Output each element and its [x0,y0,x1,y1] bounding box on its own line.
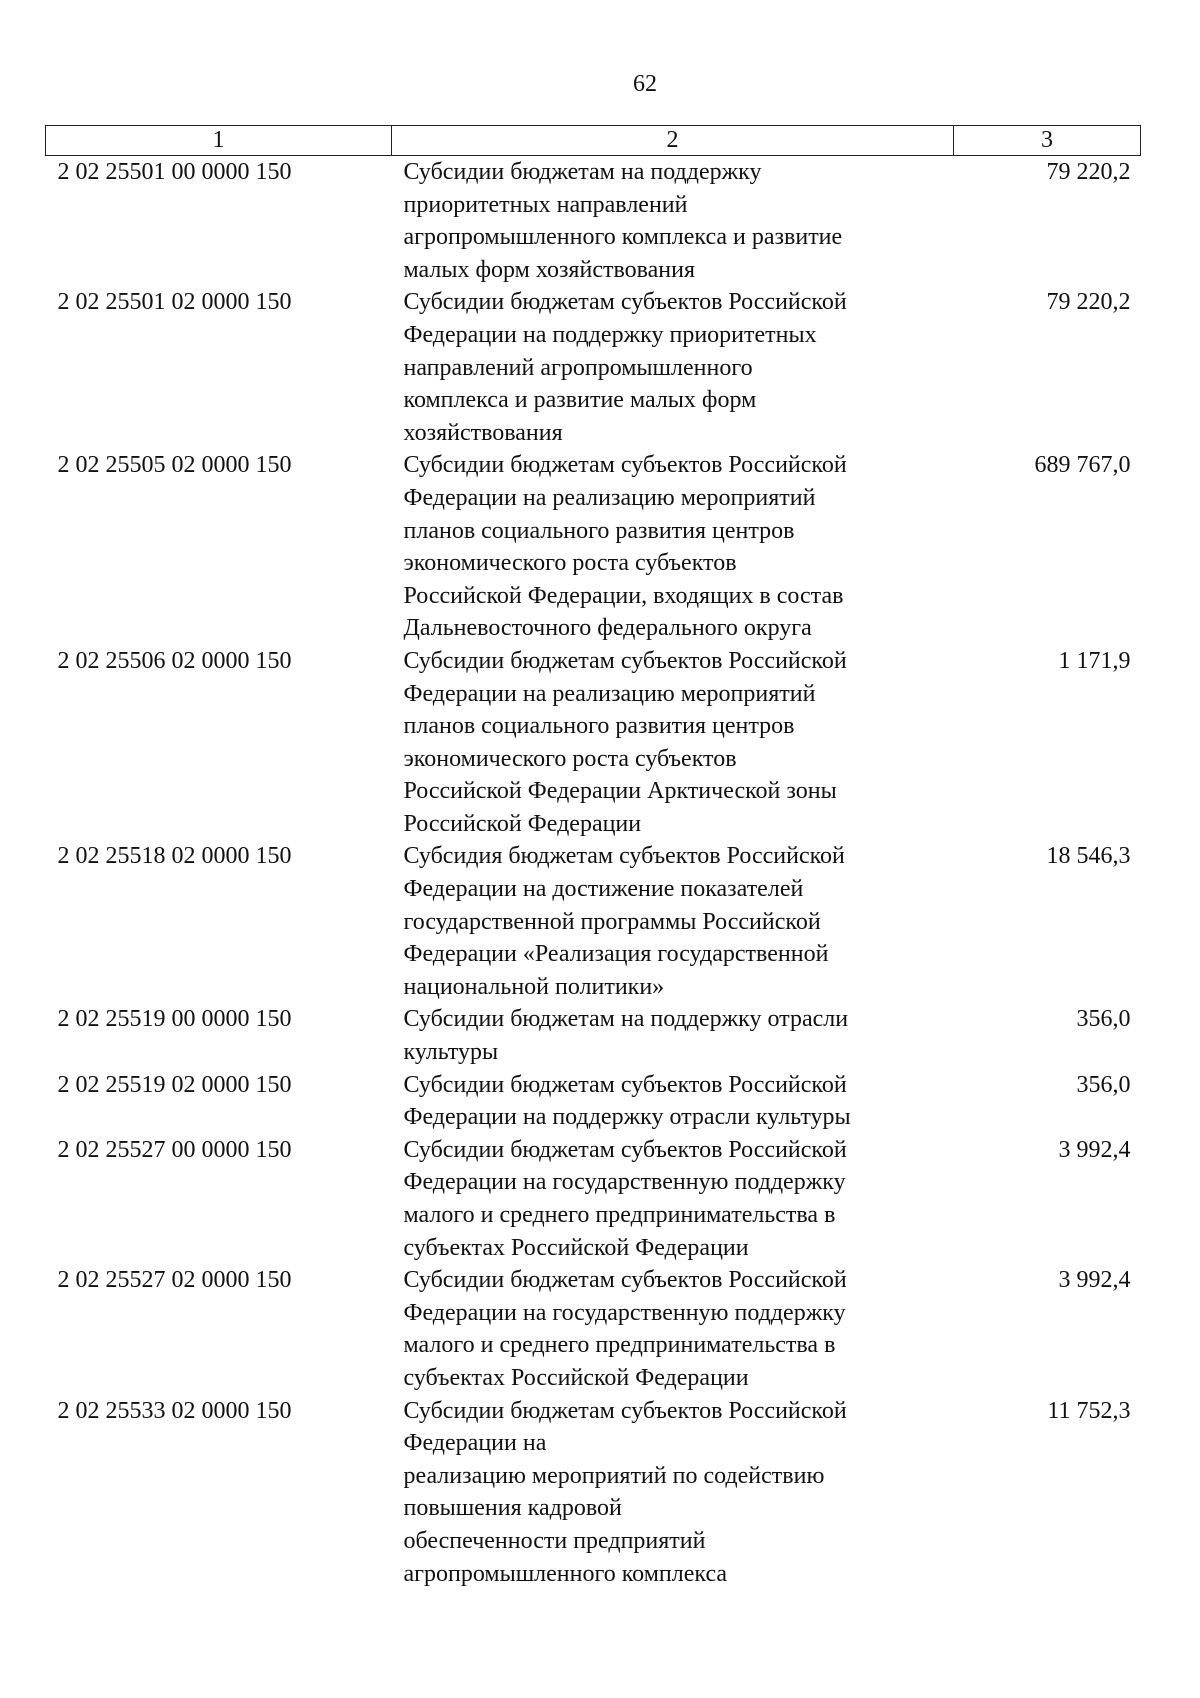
table-row [46,1069,1141,1134]
row-amount: 689 767,0 [1034,452,1131,479]
row-code: 2 02 25501 02 0000 150 [57,289,292,316]
row-name: Субсидии бюджетам субъектов Российской Федерации на реализацию мероприятий планов социального развития центров экономического роста субъектов Российской Федерации, входящих в состав Дальневосточного федерального округа [403,452,847,642]
header-col-3: 3 [954,126,1141,156]
row-amount: 11 752,3 [1047,1397,1131,1424]
row-code: 2 02 25505 02 0000 150 [57,452,292,479]
row-name: Субсидии бюджетам на поддержку отрасли культуры [403,1006,849,1066]
row-amount: 79 220,2 [1046,289,1131,316]
row-name: Субсидии бюджетам на поддержку приоритетных направлений агропромышленного комплекса и развитие малых форм хозяйствования [403,159,843,283]
row-name: Субсидии бюджетам субъектов Российской Федерации на поддержку отрасли культуры [403,1071,851,1131]
table-row [46,1264,1141,1394]
table-row [46,1003,1141,1068]
table-row [46,645,1141,841]
row-code: 2 02 25501 00 0000 150 [57,159,292,185]
row-name: Субсидии бюджетам субъектов Российской Федерации на государственную поддержку малого и среднего предпринимательства в субъектах Российской Федерации [403,1136,847,1261]
row-code: 2 02 25518 02 0000 150 [57,843,292,870]
header-col-1: 1 [46,126,392,156]
table-header [46,126,1141,156]
row-amount: 356,0 [1076,1006,1131,1033]
row-code: 2 02 25527 02 0000 150 [57,1267,292,1294]
row-amount: 356,0 [1076,1071,1131,1098]
table-row [46,840,1141,1003]
budget-table [45,125,1141,1590]
table-row [46,1395,1141,1591]
table-row [46,286,1141,449]
row-code: 2 02 25527 00 0000 150 [57,1136,292,1163]
row-amount: 3 992,4 [1058,1136,1131,1163]
row-code: 2 02 25519 00 0000 150 [57,1006,292,1033]
row-name: Субсидия бюджетам субъектов Российской Федерации на достижение показателей государственной программы Российской Федерации «Реализация государственной национальной политики» [403,843,845,1000]
row-code: 2 02 25533 02 0000 150 [57,1397,292,1424]
page-number: 62 [633,71,657,97]
header-row [46,126,1141,156]
row-code: 2 02 25519 02 0000 150 [57,1071,292,1098]
table-row [46,156,1141,287]
row-amount: 1 171,9 [1058,647,1131,674]
table-body [46,156,1141,1591]
header-col-2: 2 [392,126,954,156]
row-amount: 79 220,2 [1046,159,1131,185]
table-row [46,1134,1141,1264]
row-name: Субсидии бюджетам субъектов Российской Федерации на государственную поддержку малого и среднего предпринимательства в субъектах Российской Федерации [403,1267,847,1391]
row-name: Субсидии бюджетам субъектов Российской Федерации на реализацию мероприятий планов социального развития центров экономического роста субъектов Российской Федерации Арктической зоны Российской Федерации [403,647,847,837]
row-amount: 3 992,4 [1058,1267,1131,1294]
row-code: 2 02 25506 02 0000 150 [57,647,292,674]
row-name: Субсидии бюджетам субъектов Российской Федерации на реализацию мероприятий по содействию повышения кадровой обеспеченности предприятий агропромышленного комплекса [403,1397,847,1587]
row-name: Субсидии бюджетам субъектов Российской Федерации на поддержку приоритетных направлений агропромышленного комплекса и развитие малых форм хозяйствования [403,289,847,446]
table-row [46,449,1141,645]
row-amount: 18 546,3 [1046,843,1131,870]
